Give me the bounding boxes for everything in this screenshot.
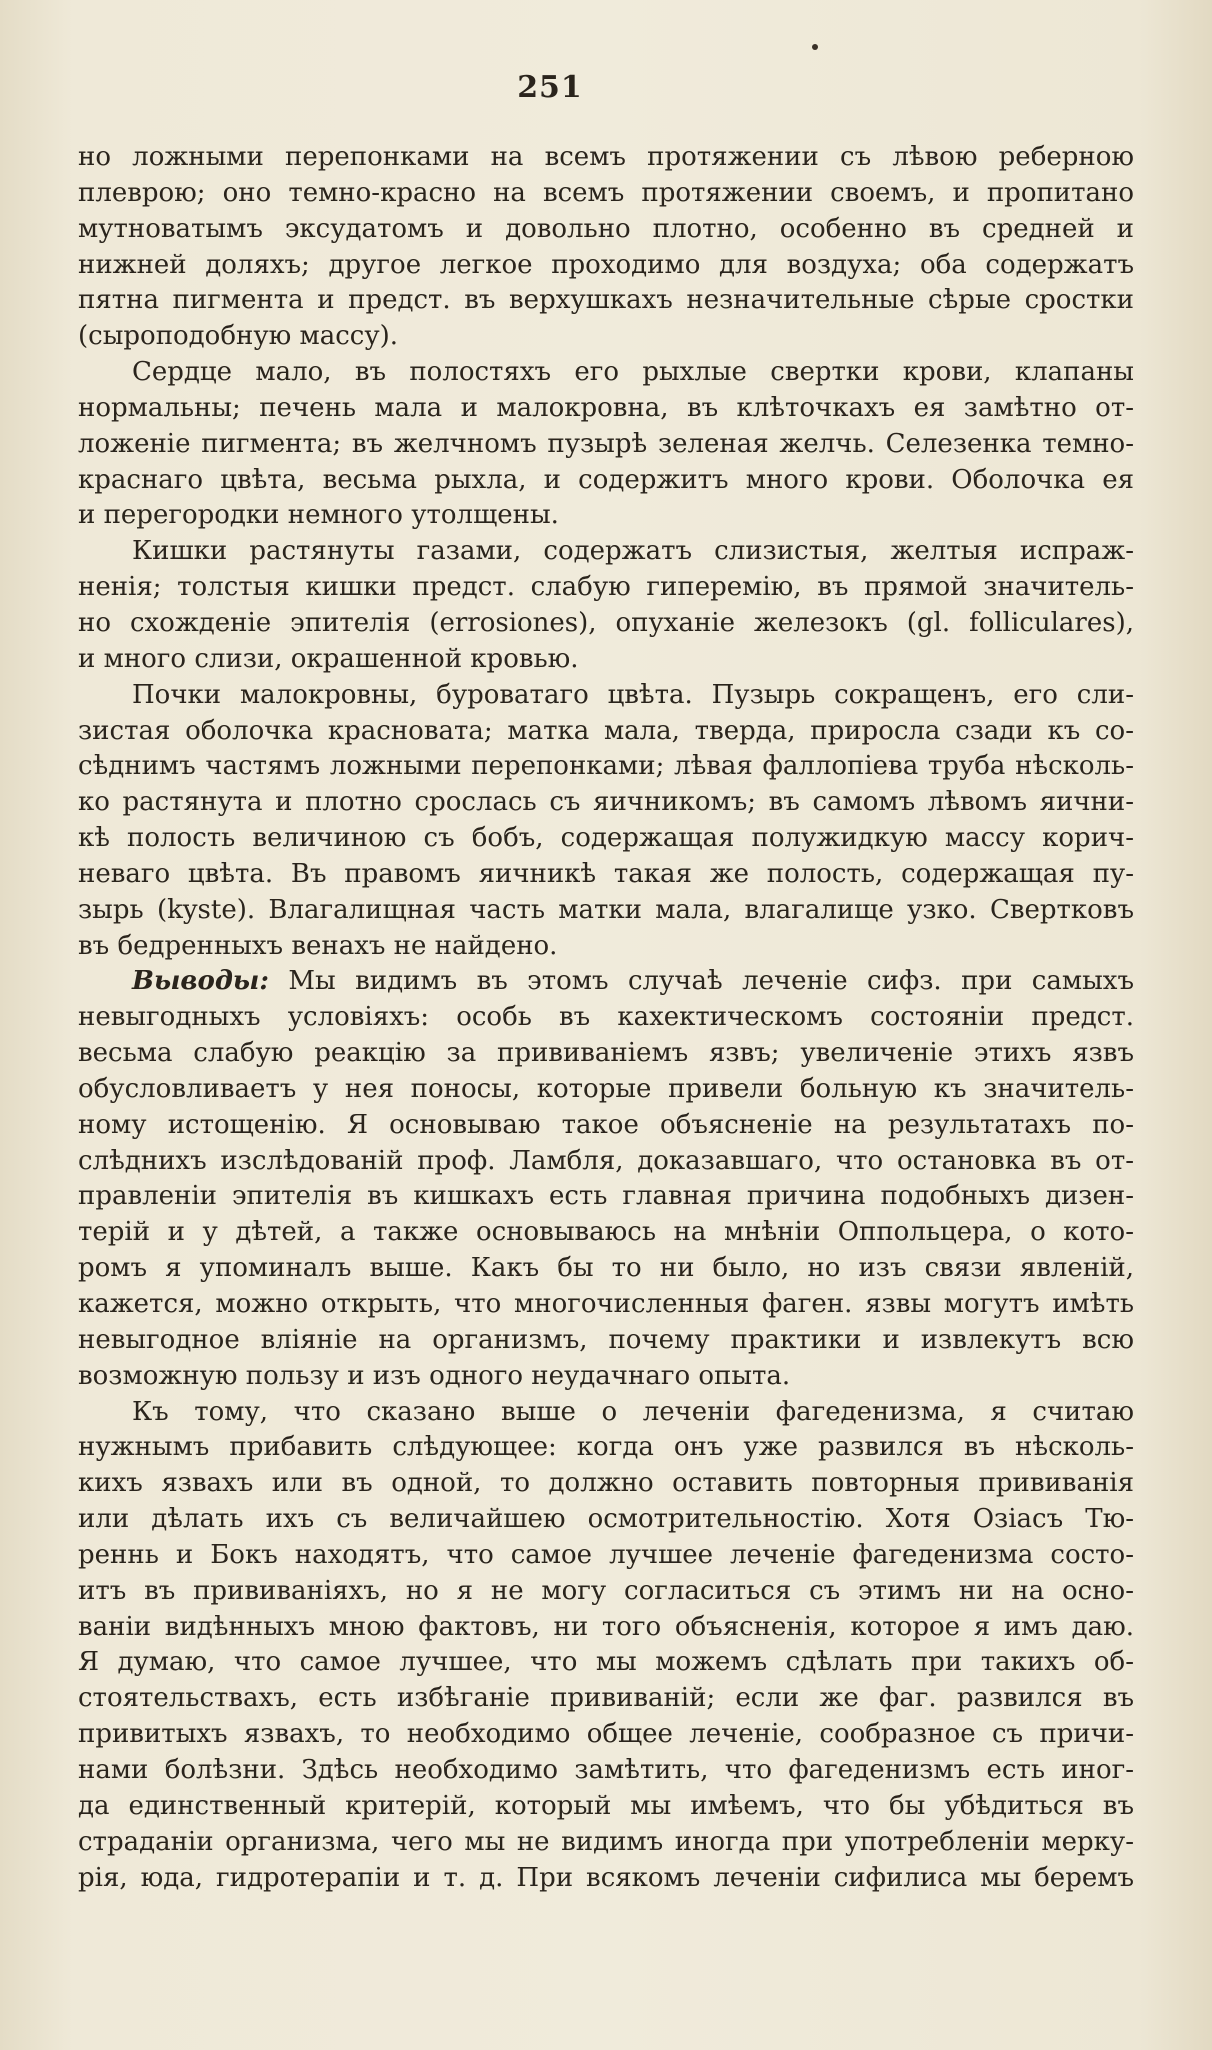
- text-line: въ бедренныхъ венахъ не найдено.: [78, 930, 558, 961]
- conclusions-heading: Выводы:: [132, 966, 269, 997]
- text-line: Я думаю, что самое лучшее, что мы можемъ сдѣлать при такихъ об-: [78, 1647, 1134, 1678]
- text-line: Къ тому, что сказано выше о леченiи фагеденизма, я считаю: [132, 1396, 1134, 1427]
- text-line: Кишки растянуты газами, содержатъ слизистыя, желтыя испраж-: [132, 536, 1134, 567]
- text-line: мутноватымъ эксудатомъ и довольно плотно, особенно въ средней и: [78, 213, 1134, 244]
- text-line: [78, 964, 1134, 1000]
- paragraph-kidneys: [78, 678, 1134, 965]
- text-line: ко растянута и плотно срослась съ яичникомъ; въ самомъ лѣвомъ яични-: [78, 787, 1134, 818]
- page-number: 251: [517, 70, 583, 105]
- text-line: кихъ язвахъ или въ одной, то должно оставить повторныя прививанiя: [78, 1468, 1134, 1499]
- text-line: реннь и Бокъ находятъ, что самое лучшее леченiе фагеденизма состо-: [78, 1539, 1134, 1570]
- text-line: стоятельствахъ, есть избѣганiе прививанiй; если же фаг. развился въ: [78, 1683, 1134, 1714]
- text-line: нормальны; печень мала и малокровна, въ клѣточкахъ ея замѣтно от-: [78, 392, 1134, 423]
- text-line-rest: Мы видимъ въ этомъ случаѣ леченiе сифз. при самыхъ: [268, 966, 1134, 997]
- text-line: зистая оболочка красновата; матка мала, тверда, приросла сзади къ со-: [78, 715, 1134, 746]
- text-line: возможную пользу и изъ одного неудачнаго опыта.: [78, 1360, 791, 1391]
- paragraph-conclusions: [78, 964, 1134, 1394]
- text-line: правленiи эпителiя въ кишкахъ есть главная причина подобныхъ дизен-: [78, 1181, 1134, 1212]
- text-line: (сыроподобную массу).: [78, 321, 399, 352]
- text-line: слѣднихъ изслѣдованiй проф. Ламбля, доказавшаго, что остановка въ от-: [78, 1145, 1134, 1176]
- text-line: пятна пигмента и предст. въ верхушкахъ незначительные сѣрые сростки: [78, 285, 1134, 316]
- text-line: но схожденiе эпителiя (errosiones), опуханiе железокъ (gl. folliculares),: [78, 607, 1134, 638]
- paragraph-phagedenism: [78, 1395, 1134, 1897]
- text-line: итъ въ прививанiяхъ, но я не могу согласиться съ этимъ ни на осно-: [78, 1575, 1134, 1606]
- text-line: терiй и у дѣтей, а также основываюсь на мнѣнiи Оппольцера, о кото-: [78, 1217, 1134, 1248]
- text-line: страданiи организма, чего мы не видимъ иногда при употребленiи мерку-: [78, 1826, 1134, 1857]
- text-line: привитыхъ язвахъ, то необходимо общее леченiе, сообразное съ причи-: [78, 1719, 1134, 1750]
- text-line: ному истощенiю. Я основываю такое объясненiе на результатахъ по-: [78, 1109, 1134, 1140]
- text-line: Сердце мало, въ полостяхъ его рыхлые свертки крови, клапаны: [132, 357, 1134, 388]
- text-line: ванiи видѣнныхъ мною фактовъ, ни того объясненiя, которое я имъ даю.: [78, 1611, 1134, 1642]
- text-line: кѣ полость величиною съ бобъ, содержащая полужидкую массу корич-: [78, 823, 1134, 854]
- text-line: или дѣлать ихъ съ величайшею осмотрительностiю. Хотя Озiасъ Тю-: [78, 1504, 1134, 1535]
- text-line: обусловливаетъ у нея поносы, которые привели больную къ значитель-: [78, 1073, 1134, 1104]
- text-line: кажется, можно открыть, что многочисленныя фаген. язвы могутъ имѣть: [78, 1289, 1134, 1319]
- text-line: нами болѣзни. Здѣсь необходимо замѣтить, что фагеденизмъ есть иног-: [78, 1754, 1134, 1785]
- text-line: ложенiе пигмента; въ желчномъ пузырѣ зеленая желчь. Селезенка темно-: [78, 428, 1134, 459]
- text-line: и перегородки немного утолщены.: [78, 500, 559, 531]
- text-line: да единственный критерiй, который мы имѣемъ, что бы убѣдиться въ: [78, 1790, 1134, 1821]
- text-line: Почки малокровны, буроватаго цвѣта. Пузырь сокращенъ, его сли-: [132, 679, 1134, 710]
- text-line: весьма слабую реакцiю за прививанiемъ язвъ; увеличенiе этихъ язвъ: [78, 1038, 1134, 1069]
- text-line: но ложными перепонками на всемъ протяжении съ лѣвою реберною: [78, 142, 1134, 172]
- ink-dot: [812, 44, 818, 50]
- text-line: невыгодное влiянiе на организмъ, почему практики и извлекутъ всю: [78, 1324, 1134, 1355]
- text-line: нужнымъ прибавить слѣдующее: когда онъ уже развился въ нѣсколь-: [78, 1432, 1134, 1463]
- text-line: ромъ я упоминалъ выше. Какъ бы то ни было, но изъ связи явленiй,: [78, 1253, 1134, 1284]
- paragraph-heart: [78, 355, 1134, 534]
- text-line: плеврою; оно темно-красно на всемъ протяжении своемъ, и пропитано: [78, 177, 1134, 208]
- paragraph-lungs: [78, 140, 1134, 355]
- text-line: нижней доляхъ; другое легкое проходимо для воздуха; оба содержатъ: [78, 249, 1134, 280]
- body-text: [78, 140, 1134, 1896]
- text-line: сѣднимъ частямъ ложными перепонками; лѣвая фаллопiева труба нѣсколь-: [78, 751, 1134, 782]
- text-line: и много слизи, окрашенной кровью.: [78, 643, 579, 674]
- text-line: ненiя; толстыя кишки предст. слабую гиперемiю, въ прямой значитель-: [78, 572, 1134, 603]
- text-line: зырь (kyste). Влагалищная часть матки мала, влагалище узко. Свертковъ: [78, 894, 1134, 925]
- text-line: невыгодныхъ условiяхъ: особь въ кахектическомъ состоянiи предст.: [78, 1002, 1134, 1033]
- paragraph-intestines: [78, 534, 1134, 677]
- text-line: рiя, юда, гидротерапiи и т. д. При всякомъ леченiи сифилиса мы беремъ: [78, 1862, 1134, 1893]
- text-line: неваго цвѣта. Въ правомъ яичникѣ такая же полость, содержащая пу-: [78, 858, 1134, 889]
- text-line: краснаго цвѣта, весьма рыхла, и содержитъ много крови. Оболочка ея: [78, 464, 1134, 495]
